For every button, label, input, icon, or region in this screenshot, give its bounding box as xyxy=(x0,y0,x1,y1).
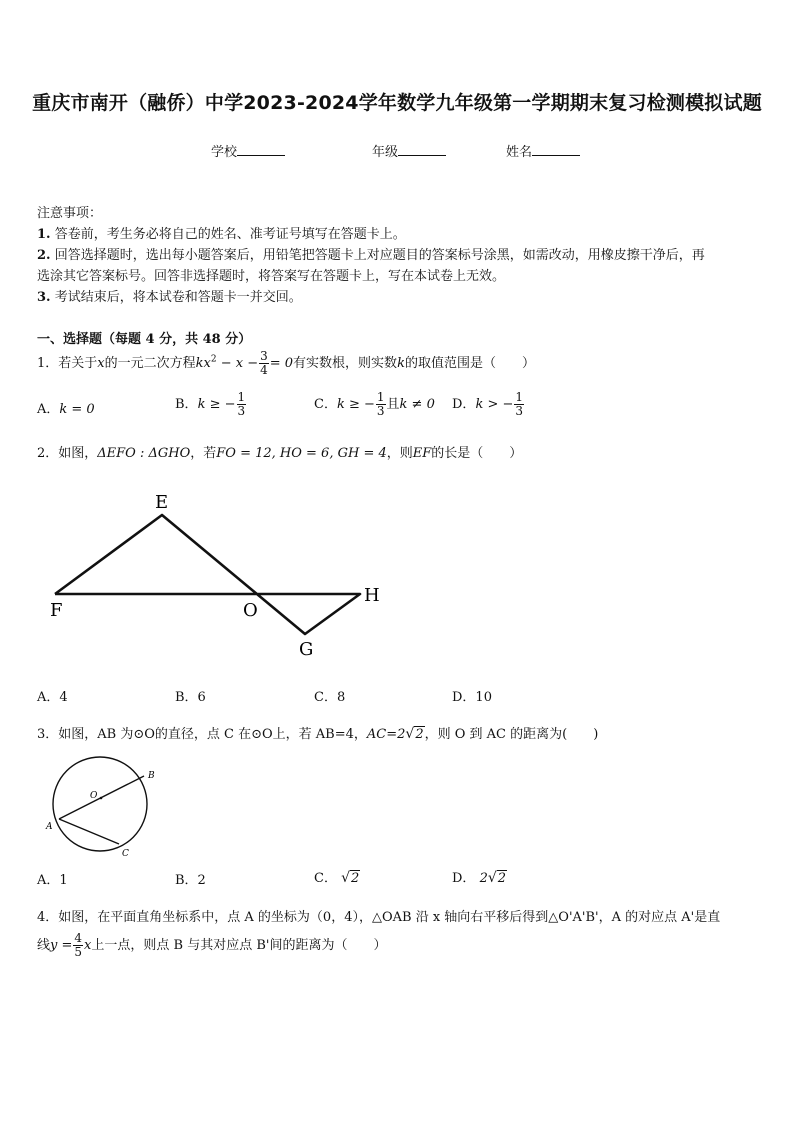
q3-option-c: C． √2 xyxy=(314,870,360,886)
option-sqrt-value: 2 xyxy=(497,871,507,886)
q2-option-d: D．10 xyxy=(452,690,492,705)
label-e: E xyxy=(155,492,169,513)
frac-num: 4 xyxy=(74,931,83,945)
q1-eq-b: − x − xyxy=(216,356,259,371)
q2-option-b: B．6 xyxy=(175,690,206,705)
school-field xyxy=(211,141,285,160)
q4-fraction xyxy=(73,932,83,959)
option-fraction xyxy=(376,391,386,418)
question-1-stem xyxy=(37,350,535,377)
option-sqrt-value: 2 xyxy=(351,871,360,886)
exam-title: 重庆市南开（融侨）中学2023-2024学年数学九年级第一学期期末复习检测模拟试题 xyxy=(32,92,762,114)
q2-option-c: C．8 xyxy=(314,690,346,705)
q2-text-3: 的长是（ ） xyxy=(431,446,523,461)
school-label: 学校 xyxy=(211,145,238,160)
note-item xyxy=(37,245,759,266)
option-label: D． xyxy=(452,871,476,886)
q1-text-3: 的取值范围是（ ） xyxy=(404,356,535,371)
q2-text: ，若 xyxy=(190,446,217,461)
option-label: B． xyxy=(175,397,198,412)
label-b: B xyxy=(148,771,155,781)
circle-o xyxy=(53,757,147,851)
note-text: 回答选择题时，选出每小题答案后，用铅笔把答题卡上对应题目的答案标号涂黑，如需改动，用橡皮擦干净后，再 xyxy=(54,248,705,263)
question-4-line-2 xyxy=(37,932,386,959)
q4-expr: y = xyxy=(50,938,73,953)
q2-triangle-diagram xyxy=(0,480,420,670)
q1-frac-num: 3 xyxy=(260,349,268,363)
option-expr: k > − xyxy=(475,397,514,412)
q1-lead: 1．若关于 xyxy=(37,356,98,371)
q3-lead: 3．如图，AB 为⊙O的直径，点 C 在⊙O上，若 AB=4， xyxy=(37,727,367,742)
option-conj: 且 xyxy=(386,397,400,412)
note-text: 选涂其它答案标号。回答非选择题时，将答案写在答题卡上，写在本试卷上无效。 xyxy=(37,269,506,284)
option-expr: k ≥ − xyxy=(197,397,236,412)
notes-heading: 注意事项： xyxy=(37,206,103,221)
frac-den: 3 xyxy=(515,404,524,418)
q1-eq-exponent: 2 xyxy=(210,354,217,365)
center-point xyxy=(100,797,103,800)
frac-den: 3 xyxy=(376,404,385,418)
label-f: F xyxy=(50,600,63,621)
q2-given-expr: FO = 12, HO = 6, GH = 4 xyxy=(216,446,387,461)
q2-text-2: ，则 xyxy=(386,446,413,461)
q1-eq-c: = 0 xyxy=(269,356,294,371)
q1-eq-a: kx xyxy=(195,356,211,371)
q2-option-a: A．4 xyxy=(37,690,68,705)
q1-option-c xyxy=(314,391,435,418)
q2-lead: 2．如图， xyxy=(37,446,98,461)
q1-option-d xyxy=(452,391,525,418)
q2-triangle-lines xyxy=(55,515,360,634)
q3-option-a: A．1 xyxy=(37,873,68,888)
frac-den: 3 xyxy=(237,404,246,418)
frac-num: 1 xyxy=(376,390,385,404)
q3-option-b: B．2 xyxy=(175,873,206,888)
q1-fraction xyxy=(259,350,269,377)
q1-option-a xyxy=(37,398,95,417)
note-text: 答卷前，考生务必将自己的姓名、准考证号填写在答题卡上。 xyxy=(54,227,406,242)
grade-blank xyxy=(398,143,446,156)
q1-var-x: x xyxy=(97,356,105,371)
q3-expr: AC=2 xyxy=(366,727,406,742)
option-label: A． xyxy=(37,402,60,417)
frac-den: 5 xyxy=(74,945,83,959)
note-item xyxy=(37,287,759,308)
name-blank xyxy=(532,143,580,156)
grade-field xyxy=(372,141,446,160)
label-g: G xyxy=(299,639,314,660)
option-fraction xyxy=(237,391,247,418)
option-coef: 2 xyxy=(479,871,488,886)
q3-option-d: D． 2√2 xyxy=(452,870,507,886)
label-o: O xyxy=(243,600,258,621)
frac-num: 1 xyxy=(515,390,524,404)
label-h: H xyxy=(364,585,380,606)
grade-label: 年级 xyxy=(372,145,399,160)
question-4-line-1: 4．如图，在平面直角坐标系中，点 A 的坐标为（0，4），△OAB 沿 x 轴向右平移后得到△O'A'B'，A 的对应点 A'是直 xyxy=(37,910,721,925)
note-number: 1. xyxy=(37,227,51,242)
chord-ac xyxy=(59,819,119,844)
name-label: 姓名 xyxy=(506,145,533,160)
note-number: 2. xyxy=(37,248,51,263)
label-c: C xyxy=(122,849,129,859)
school-blank xyxy=(237,143,285,156)
note-item xyxy=(37,266,759,287)
option-expr: k = 0 xyxy=(59,402,95,417)
q1-text-2: 有实数根，则实数 xyxy=(293,356,398,371)
q3-circle-diagram xyxy=(40,750,160,862)
q1-text: 的一元二次方程 xyxy=(104,356,196,371)
option-expr-tail: k ≠ 0 xyxy=(399,397,435,412)
label-o: O xyxy=(90,791,98,801)
frac-num: 1 xyxy=(237,390,246,404)
q2-similarity-expr: ΔEFO : ΔGHO xyxy=(97,446,191,461)
name-field xyxy=(506,141,580,160)
q4-lead: 线 xyxy=(37,938,51,953)
q1-option-b xyxy=(175,391,247,418)
q2-target-expr: EF xyxy=(412,446,432,461)
option-fraction xyxy=(514,391,524,418)
notes-block xyxy=(37,203,759,308)
question-2-stem xyxy=(37,442,522,461)
option-expr: k ≥ − xyxy=(336,397,375,412)
question-3-stem: 3．如图，AB 为⊙O的直径，点 C 在⊙O上，若 AB=4，AC=2√2，则 O 到 AC 的距离为( ) xyxy=(37,726,599,742)
q3-tail: ，则 O 到 AC 的距离为( ) xyxy=(424,727,599,742)
q4-var: x xyxy=(84,938,92,953)
q1-frac-den: 4 xyxy=(260,363,268,377)
note-number: 3. xyxy=(37,290,51,305)
option-label: C． xyxy=(314,397,337,412)
q3-sqrt-value: 2 xyxy=(415,727,424,742)
note-text: 考试结束后，将本试卷和答题卡一并交回。 xyxy=(54,290,302,305)
note-item xyxy=(37,224,759,245)
label-a: A xyxy=(46,822,53,832)
q1-var-k: k xyxy=(397,356,405,371)
section-heading: 一、选择题（每题 4 分，共 48 分） xyxy=(37,332,252,347)
option-label: C． xyxy=(314,871,337,886)
q4-tail: 上一点，则点 B 与其对应点 B'间的距离为（ ） xyxy=(91,938,387,953)
option-label: D． xyxy=(452,397,476,412)
